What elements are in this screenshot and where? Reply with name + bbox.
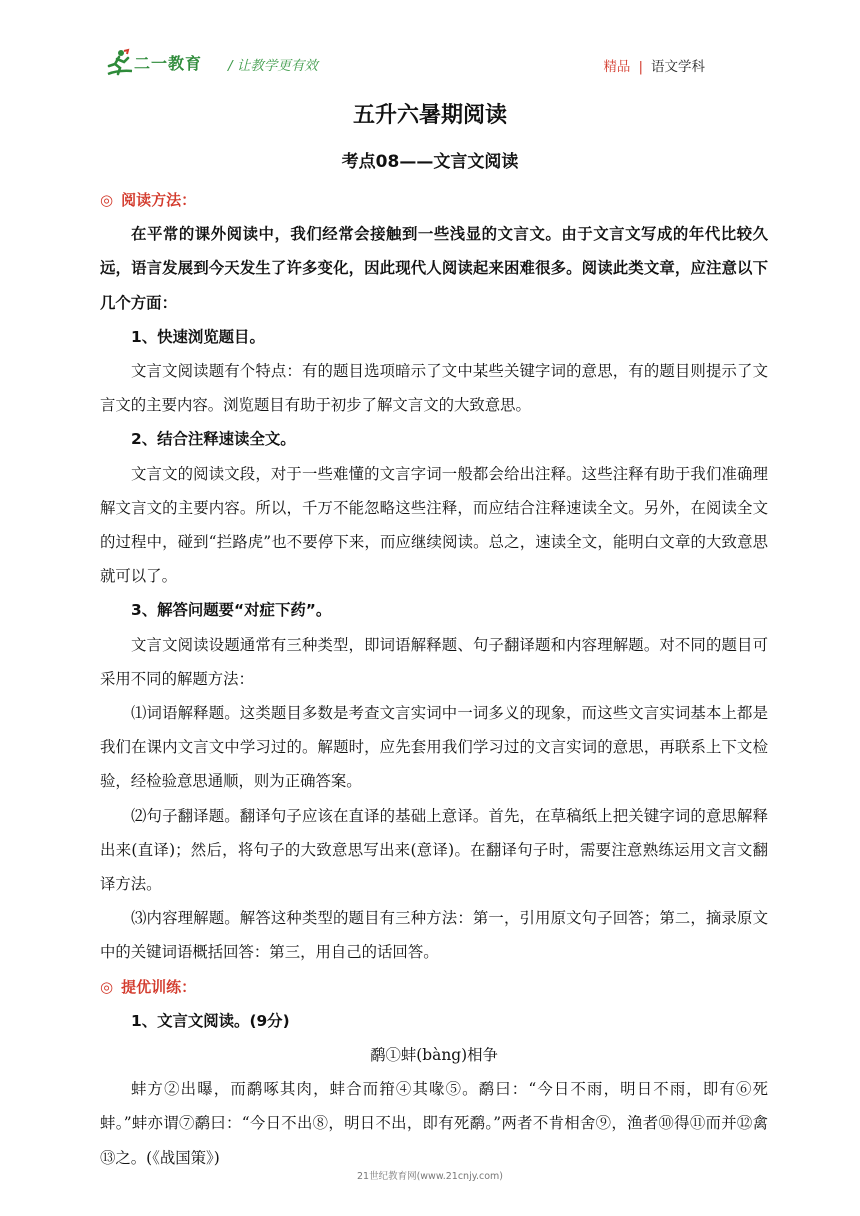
section-heading-method bbox=[100, 183, 768, 217]
circle-mark-icon: ◎ bbox=[100, 977, 114, 996]
runner-icon bbox=[104, 48, 134, 78]
subject-badge bbox=[603, 55, 705, 75]
circle-mark-icon: ◎ bbox=[100, 191, 114, 209]
point-heading-3: 3、解答问题要“对症下药”。 bbox=[131, 601, 332, 620]
document-body bbox=[100, 183, 768, 1175]
page-title: 五升六暑期阅读 bbox=[352, 103, 507, 128]
section-label: 提优训练： bbox=[121, 977, 197, 996]
passage-title: 鹬①蚌(bàng)相争 bbox=[370, 1046, 498, 1065]
point-paragraph-3: 文言文阅读设题通常有三种类型，即词语解释题、句子翻译题和内容理解题。对不同的题目可采用不同的解题方法： bbox=[100, 635, 768, 688]
slogan: / 让教学更有效 bbox=[228, 58, 318, 74]
point-paragraph-1: 文言文阅读题有个特点：有的题目选项暗示了文中某些关键字词的意思，有的题目则提示了文言文的主要内容。浏览题目有助于初步了解文言文的大致意思。 bbox=[100, 362, 768, 415]
question-1: 1、文言文阅读。(9分) bbox=[131, 1011, 290, 1030]
page-header bbox=[0, 0, 860, 80]
brand-logo bbox=[104, 48, 220, 82]
logo-text: 二一教育 bbox=[134, 54, 203, 73]
point-heading-2: 2、结合注释速读全文。 bbox=[131, 430, 296, 449]
subject-label: 语文学科 bbox=[651, 59, 705, 75]
passage-text: 蚌方②出曝，而鹬啄其肉，蚌合而箝④其喙⑤。鹬曰：“今日不雨，明日不雨，即有⑥死蚌。”蚌亦谓⑦鹬曰：“今日不出⑧，明日不出，即有死鹬。”两者不肯相舍⑨，渔者⑩得⑪而并⑫禽⑬之。(《战国策》) bbox=[100, 1080, 768, 1167]
premium-label: 精品 bbox=[603, 59, 631, 75]
method-sentence-translation: ⑵句子翻译题。翻译句子应该在直译的基础上意译。首先，在草稿纸上把关键字词的意思解释出来(直译)；然后，将句子的大致意思写出来(意译)。在翻译句子时，需要注意熟练运用文言文翻译方法。 bbox=[100, 806, 768, 894]
section-heading-training bbox=[100, 970, 768, 1004]
section-label: 阅读方法： bbox=[121, 191, 197, 209]
method-word-explanation: ⑴词语解释题。这类题目多数是考查文言实词中一词多义的现象，而这些文言实词基本上都是我们在课内文言文中学习过的。解题时，应先套用我们学习过的文言实词的意思，再联系上下文检验，经检验意思通顺，则为正确答案。 bbox=[100, 704, 768, 791]
point-heading-1: 1、快速浏览题目。 bbox=[131, 327, 265, 346]
point-paragraph-2: 文言文的阅读文段，对于一些难懂的文言字词一般都会给出注释。这些注释有助于我们准确理解文言文的主要内容。所以，千万不能忽略这些注释，而应结合注释速读全文。另外，在阅读全文的过程中，碰到“拦路虎”也不要停下来，而应继续阅读。总之，速读全文，能明白文章的大致意思就可以了。 bbox=[100, 464, 768, 586]
page-subtitle: 考点08——文言文阅读 bbox=[341, 152, 519, 172]
page-footer: 21世纪教育网(www.21cnjy.com) bbox=[356, 1171, 503, 1182]
method-content-understanding: ⑶内容理解题。解答这种类型的题目有三种方法：第一，引用原文句子回答；第二，摘录原文中的关键词语概括回答：第三，用自己的话回答。 bbox=[100, 909, 768, 962]
badge-separator: | bbox=[638, 59, 643, 75]
intro-paragraph: 在平常的课外阅读中，我们经常会接触到一些浅显的文言文。由于文言文写成的年代比较久远，语言发展到今天发生了许多变化，因此现代人阅读起来困难很多。阅读此类文章，应注意以下几个方面： bbox=[100, 225, 768, 312]
